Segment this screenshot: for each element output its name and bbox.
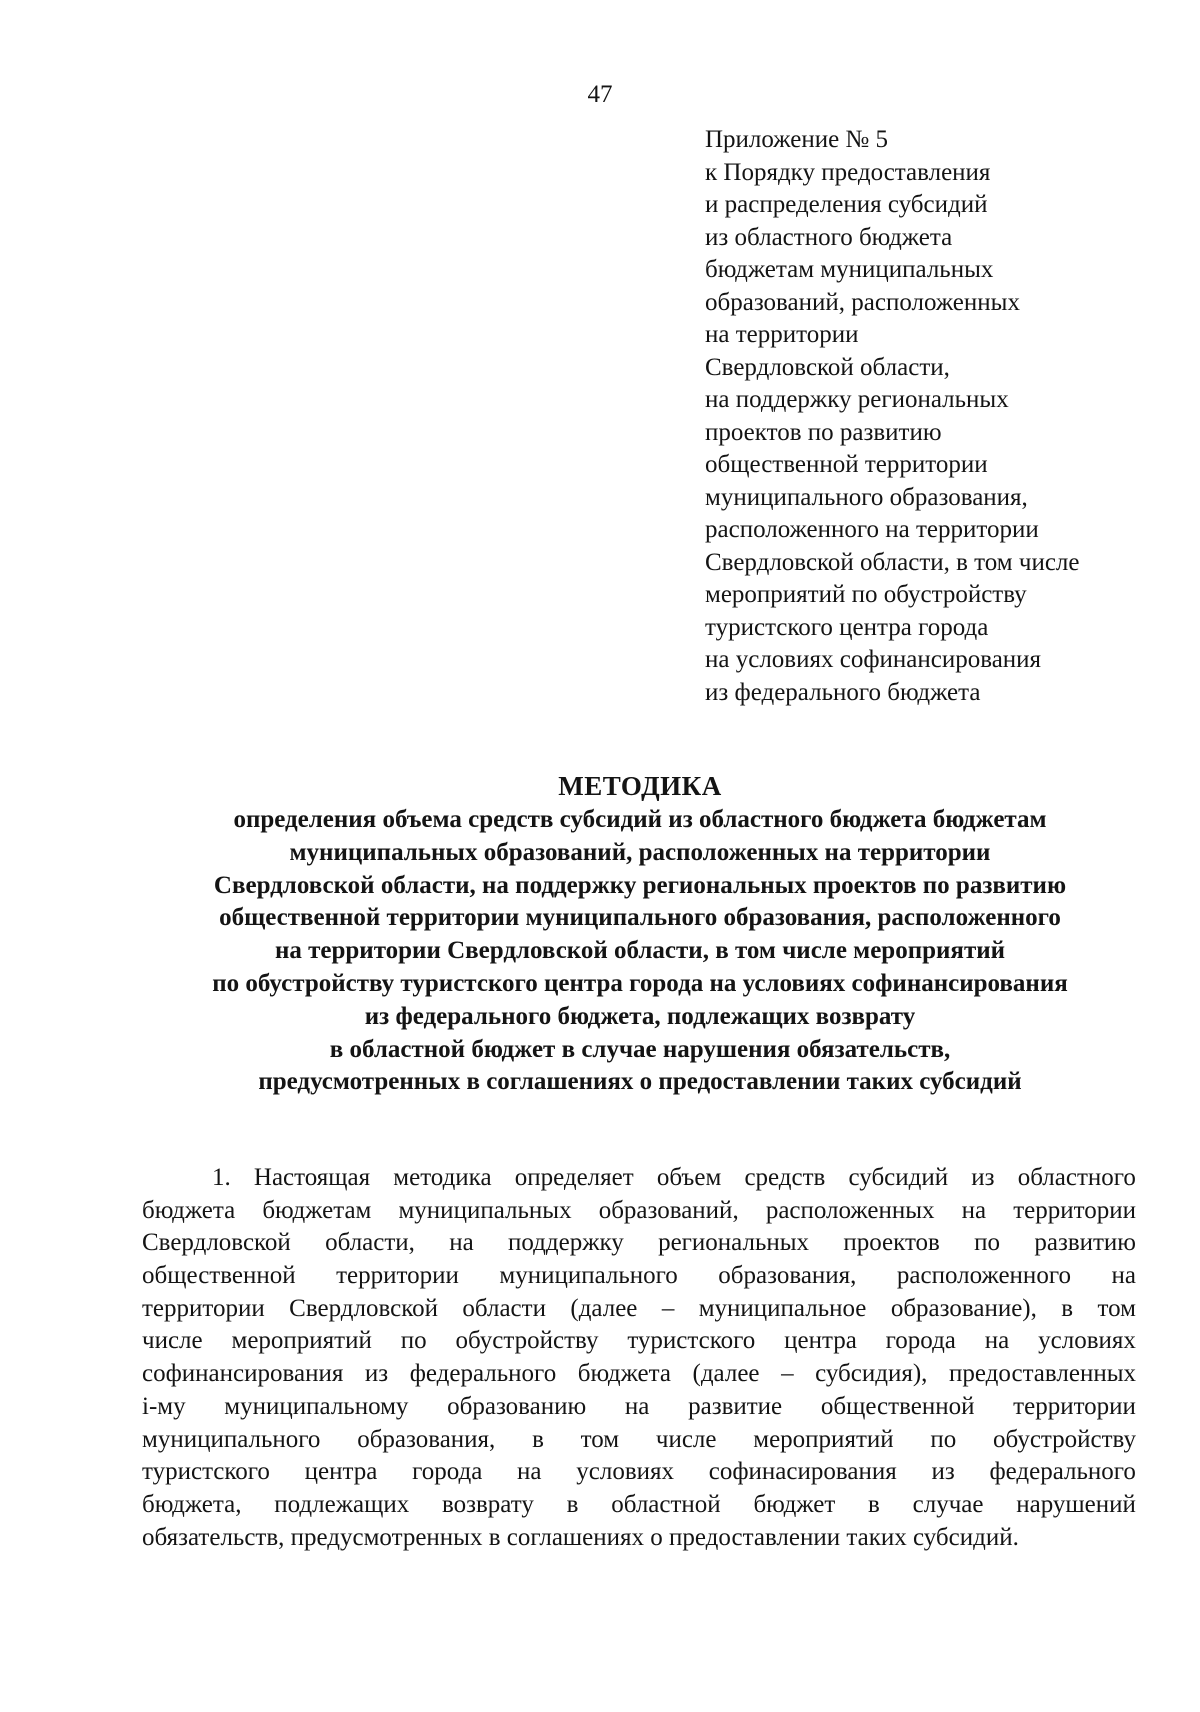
appendix-line: расположенного на территории [705, 516, 1039, 543]
paragraph-1 [142, 1162, 1136, 1554]
title-line: Свердловской области, на поддержку региональных проектов по развитию [213, 871, 1067, 899]
title-line: предусмотренных в соглашениях о предоставлении таких субсидий [258, 1068, 1022, 1096]
paragraph-line: Свердловской области, на поддержку региональных проектов по развитию [142, 1229, 1136, 1257]
appendix-line: из федерального бюджета [705, 678, 981, 706]
appendix-line: на условиях софинансирования [705, 646, 1042, 673]
appendix-line: туристского центра города [705, 613, 989, 641]
page-number: 47 [587, 81, 613, 108]
appendix-line: к Порядку предоставления [705, 158, 991, 186]
appendix-line: Свердловской области, [705, 353, 950, 381]
title-line: муниципальных образований, расположенных на территории [289, 838, 991, 866]
paragraph-line: софинансирования из федерального бюджета (далее – субсидия), предоставленных [142, 1360, 1136, 1388]
appendix-line: муниципального образования, [705, 483, 1028, 511]
appendix-line: на поддержку региональных [705, 386, 1009, 413]
paragraph-line: территории Свердловской области (далее – муниципальное образование), в том [142, 1294, 1136, 1322]
appendix-line: Свердловской области, в том числе [705, 548, 1080, 576]
appendix-line: мероприятий по обустройству [705, 581, 1027, 608]
paragraph-line: числе мероприятий по обустройству туристского центра города на условиях [142, 1327, 1136, 1355]
title-line: в областной бюджет в случае нарушения обязательств, [329, 1035, 951, 1063]
appendix-line: из областного бюджета [705, 223, 953, 251]
appendix-line: на территории [705, 321, 859, 348]
title-line: из федерального бюджета, подлежащих возврату [364, 1002, 916, 1030]
paragraph-line: 1. Настоящая методика определяет объем средств субсидий из областного [212, 1164, 1136, 1191]
title-line: определения объема средств субсидий из областного бюджета бюджетам [233, 806, 1047, 833]
title-line: по обустройству туристского центра города на условиях софинансирования [212, 969, 1068, 997]
title-line: на территории Свердловской области, в том числе мероприятий [274, 937, 1006, 965]
title-line: общественной территории муниципального образования, расположенного [219, 904, 1061, 932]
document-title [100, 768, 1180, 1099]
paragraph-line: бюджета, подлежащих возврату в областной бюджет в случае нарушений [142, 1490, 1136, 1518]
title-subtitle [100, 804, 1180, 1099]
appendix-line: и распределения субсидий [705, 191, 988, 218]
paragraph-line: муниципального образования, в том числе мероприятий по обустройству [142, 1425, 1136, 1453]
appendix-line: Приложение № 5 [705, 126, 889, 153]
appendix-line: проектов по развитию [705, 418, 942, 446]
paragraph-line: общественной территории муниципального образования, расположенного на [142, 1262, 1136, 1290]
paragraph-line: бюджета бюджетам муниципальных образований, расположенных на территории [142, 1196, 1136, 1224]
paragraph-line: обязательств, предусмотренных в соглашениях о предоставлении таких субсидий. [142, 1523, 1019, 1551]
appendix-line: бюджетам муниципальных [705, 256, 994, 283]
title-main: МЕТОДИКА [558, 771, 722, 801]
paragraph-line: туристского центра города на условиях софинасирования из федерального [142, 1458, 1136, 1486]
appendix-header [705, 124, 1175, 709]
paragraph-line: i-му муниципальному образованию на развитие общественной территории [142, 1392, 1136, 1420]
appendix-line: общественной территории [705, 451, 988, 478]
appendix-line: образований, расположенных [705, 288, 1020, 316]
